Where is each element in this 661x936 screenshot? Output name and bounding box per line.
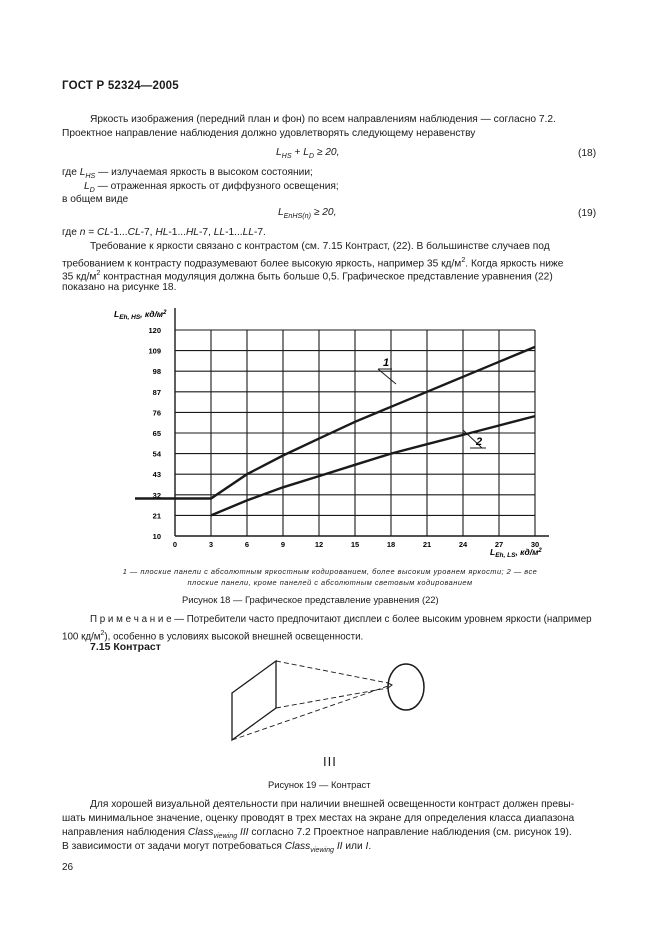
figure-19-diagram (220, 655, 440, 745)
equation-18: $L_{HS} + L_D \ge 20$, (276, 147, 340, 161)
para1-line1: Яркость изображения (передний план и фон) по всем направлениям наблюдения — согласно 7.2. (90, 114, 556, 125)
figure-19-label: III (323, 754, 337, 769)
note-line2: 100 $кд/м^2$), особенно в условиях высокой внешней освещенности. (62, 630, 364, 643)
para2-line1: Требование к яркости связано с контрастом (см. 7.15 Контраст, (22). В большинстве случаев под (90, 241, 550, 252)
chart-lines (135, 347, 535, 516)
legend-line2: плоские панели, кроме панелей с абсолютным световым кодированием (187, 578, 473, 587)
eye-shape (388, 664, 424, 710)
general-form: в общем виде (62, 194, 129, 205)
x-tick-label: 9 (280, 540, 286, 549)
where-line2: $L_D$ — отраженная яркость от диффузного освещения; (84, 181, 339, 195)
para3-line2: шать минимальное значение, оценку проводят в трех местах на экране для определения класса диапазона (62, 813, 575, 824)
annotation-1-label: 1 (383, 357, 390, 369)
chart-grid (175, 308, 549, 536)
section-heading: 7.15 Контраст (90, 641, 161, 653)
sight-line-top (276, 661, 388, 683)
equation-19-number: (19) (578, 208, 597, 219)
y-tick-label: 65 (152, 429, 161, 438)
y-tick-label: 32 (152, 490, 161, 500)
x-tick-label: 12 (314, 540, 324, 549)
x-tick-label: 21 (422, 540, 432, 549)
x-tick-label: 30 (530, 540, 540, 549)
note-line1: П р и м е ч а н и е — Потребители часто предпочитают дисплеи с более высоким уровнем яркости (например (90, 614, 592, 625)
y-tick-label: 98 (152, 367, 161, 377)
x-axis-label: $L_{Eh, LS}$, $кд/м^2$ (490, 547, 542, 559)
y-tick-label: 76 (152, 408, 161, 418)
document-header: ГОСТ Р 52324—2005 (62, 80, 179, 92)
where-line3: где n = CL-1...CL-7, HL-1...HL-7, LL-1...LL-7. (62, 227, 266, 238)
y-tick-label: 10 (152, 532, 161, 541)
figure-18-caption: Рисунок 18 — Графическое представление уравнения (22) (182, 594, 439, 605)
y-tick-label: 120 (148, 326, 161, 335)
annotation-2-label: 2 (476, 436, 483, 448)
figure-19-caption: Рисунок 19 — Контраст (268, 779, 371, 790)
y-tick-label: 43 (152, 470, 161, 480)
x-tick-label: 27 (494, 540, 504, 549)
series-line-2 (211, 416, 535, 515)
para2-line2: требованием к контрасту подразумевают более высокую яркость, например 35 $кд/м^2$. Когда яркость ниже (62, 256, 564, 270)
x-tick-label: 3 (208, 540, 214, 549)
screen-shape (232, 661, 276, 740)
where-line1: где $L_{HS}$ — излучаемая яркость в высоком состоянии; (62, 167, 313, 181)
x-tick-label: 6 (244, 540, 250, 549)
equation-18-number: (18) (578, 148, 597, 159)
x-tick-label: 15 (350, 540, 360, 549)
x-tick-label: 0 (172, 540, 178, 549)
figure-18-legend (100, 566, 560, 588)
y-tick-label: 21 (152, 511, 161, 521)
y-tick-label: 109 (148, 346, 161, 356)
y-tick-label: 54 (152, 449, 161, 459)
sight-line-diagonal (232, 686, 388, 740)
legend-line1: 1 — плоские панели с абсолютным яркостным кодированием, более высоким уровнем яркости; 2 — все (122, 567, 538, 576)
y-axis-label: $L_{Eh, HS}$, $кд/м^2$ (114, 309, 167, 321)
para3-line4: В зависимости от задачи могут потребоваться Class$_{viewing}$ II или I. (62, 841, 372, 855)
equation-19: $L_{EnHS(n)} \ge 20$, (278, 207, 337, 221)
para3-line3: направления наблюдения Class$_{viewing}$ III согласно 7.2 Проектное направление наблюдения (см. рисунок 19). (62, 827, 572, 841)
x-tick-label: 24 (458, 540, 468, 549)
y-tick-label: 87 (152, 387, 161, 397)
series-line-1 (135, 347, 535, 499)
para1-line2: Проектное направление наблюдения должно удовлетворять следующему неравенству (62, 128, 476, 139)
para3-line1: Для хорошей визуальной деятельности при наличии внешней освещенности контраст должен превы- (90, 799, 575, 810)
para2-line3: 35 $кд/м^2$ контрастная модуляция должна быть больше 0,5. Графическое представление уравнения (22) (62, 269, 553, 283)
x-tick-label: 18 (386, 540, 396, 549)
para2-line4: показано на рисунке 18. (62, 282, 177, 293)
page-number: 26 (62, 862, 74, 873)
